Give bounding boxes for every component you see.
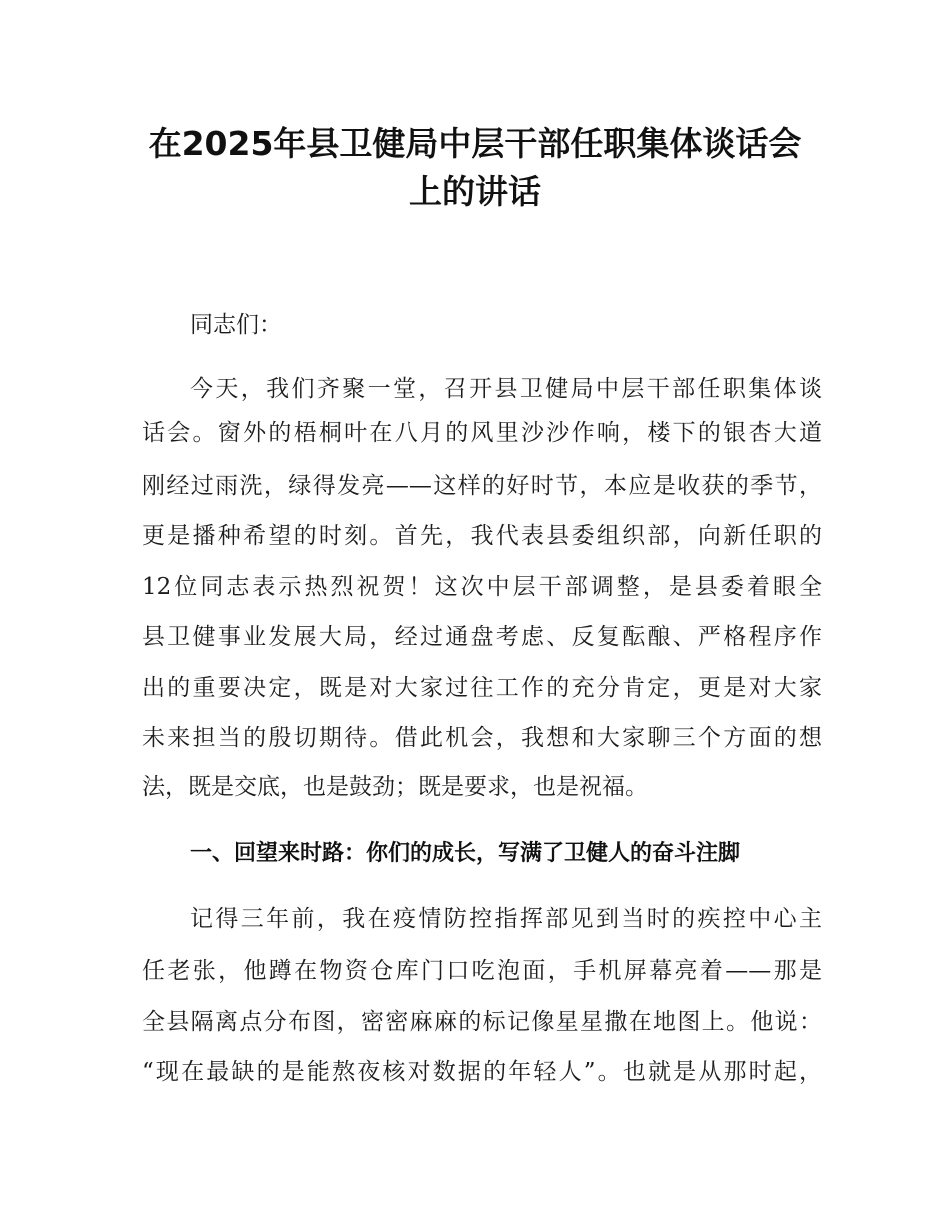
paragraph-1-line: 出的重要决定，既是对大家过往工作的充分肯定，更是对大家 <box>142 675 822 701</box>
paragraph-2-line: 全县隔离点分布图，密密麻麻的标记像星星撒在地图上。他说： <box>142 1009 822 1035</box>
paragraph-1-line: 12位同志表示热烈祝贺！这次中层干部调整，是县委着眼全 <box>142 574 822 600</box>
paragraph-1-line: 今天，我们齐聚一堂，召开县卫健局中层干部任职集体谈 <box>190 376 822 402</box>
paragraph-1-line: 未来担当的殷切期待。借此机会，我想和大家聊三个方面的想 <box>142 725 822 751</box>
paragraph-2-line: “现在最缺的是能熬夜核对数据的年轻人”。也就是从那时起， <box>142 1059 822 1085</box>
paragraph-1-line: 话会。窗外的梧桐叶在八月的风里沙沙作响，楼下的银杏大道 <box>142 420 822 446</box>
paragraph-1-line: 县卫健事业发展大局，经过通盘考虑、反复酝酿、严格程序作 <box>142 624 822 650</box>
document-title-line-1: 在2025年县卫健局中层干部任职集体谈话会 <box>148 124 802 163</box>
section-heading-1: 一、回望来时路：你们的成长，写满了卫健人的奋斗注脚 <box>190 841 741 866</box>
paragraph-2-line: 记得三年前，我在疫情防控指挥部见到当时的疾控中心主 <box>190 906 822 932</box>
paragraph-1-line: 刚经过雨洗，绿得发亮——这样的好时节，本应是收获的季节， <box>142 473 822 499</box>
paragraph-1-line: 更是播种希望的时刻。首先，我代表县委组织部，向新任职的 <box>142 523 822 549</box>
paragraph-2-line: 任老张，他蹲在物资仓库门口吃泡面，手机屏幕亮着——那是 <box>142 958 822 984</box>
document-title-line-2: 上的讲话 <box>409 172 541 211</box>
paragraph-1-line: 法，既是交底，也是鼓劲；既是要求，也是祝福。 <box>142 774 648 800</box>
salutation: 同志们： <box>190 312 282 338</box>
